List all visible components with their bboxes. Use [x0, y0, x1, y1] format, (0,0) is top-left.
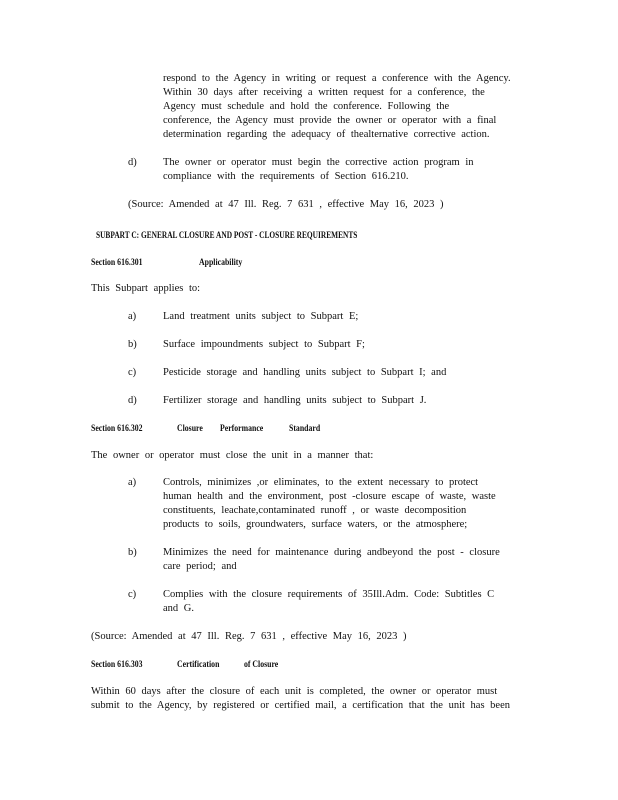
list-item: Land treatment units subject to Subpart E;: [163, 311, 359, 322]
text-line: Complies with the closure requirements of 35Ill.Adm. Code: Subtitles C: [163, 589, 495, 600]
text-line: and G.: [163, 603, 194, 614]
list-item: [163, 588, 543, 616]
text-line: care period; and: [163, 561, 237, 572]
list-label-d: d): [128, 157, 137, 168]
text-line: constituents, leachate,contaminated runoff , or waste decomposition: [163, 505, 467, 516]
text-line: Within 60 days after the closure of each unit is completed, the owner or operator must: [91, 686, 498, 697]
list-label: a): [128, 311, 137, 322]
text-line: human health and the environment, post -closure escape of waste, waste: [163, 491, 496, 502]
paragraph-d: [163, 156, 543, 184]
section-title: Closure: [177, 424, 203, 434]
text-line: Minimizes the need for maintenance during andbeyond the post - closure: [163, 547, 500, 558]
section-title: of Closure: [244, 660, 279, 670]
text-line: products to soils, groundwaters, surface waters, or the atmosphere;: [163, 519, 468, 530]
section-intro: The owner or operator must close the unit in a manner that:: [91, 450, 374, 461]
text-line: submit to the Agency, by registered or certified mail, a certification that the unit has been: [91, 700, 510, 711]
text-line: The owner or operator must begin the corrective action program in: [163, 157, 474, 168]
list-label: d): [128, 395, 137, 406]
source-note: (Source: Amended at 47 Ill. Reg. 7 631 , effective May 16, 2023 ): [128, 199, 444, 210]
text-line: compliance with the requirements of Section 616.210.: [163, 171, 409, 182]
list-item: Pesticide storage and handling units subject to Subpart I; and: [163, 367, 447, 378]
list-item: Surface impoundments subject to Subpart F;: [163, 339, 365, 350]
list-label: b): [128, 339, 137, 350]
list-item: Fertilizer storage and handling units subject to Subpart J.: [163, 395, 427, 406]
list-label: c): [128, 589, 137, 600]
list-label: b): [128, 547, 137, 558]
section-title: Performance: [220, 424, 264, 434]
section-title: Applicability: [199, 258, 243, 268]
text-line: Controls, minimizes ,or eliminates, to the extent necessary to protect: [163, 477, 479, 488]
paragraph-c-continuation: [163, 72, 543, 142]
section-title: Certification: [177, 660, 220, 670]
list-label: c): [128, 367, 137, 378]
list-item: [163, 476, 543, 532]
text-line: Agency must schedule and hold the conference. Following the: [163, 101, 450, 112]
source-note: (Source: Amended at 47 Ill. Reg. 7 631 , effective May 16, 2023 ): [91, 631, 407, 642]
section-number: Section 616.302: [91, 424, 143, 434]
list-item: [163, 546, 543, 574]
section-intro: This Subpart applies to:: [91, 283, 201, 294]
section-paragraph: [91, 685, 511, 713]
text-line: determination regarding the adequacy of thealternative corrective action.: [163, 129, 490, 140]
text-line: conference, the Agency must provide the owner or operator with a final: [163, 115, 497, 126]
subpart-heading: SUBPART C: GENERAL CLOSURE AND POST - CLOSURE REQUIREMENTS: [96, 230, 358, 240]
text-line: respond to the Agency in writing or request a conference with the Agency.: [163, 73, 511, 84]
section-number: Section 616.303: [91, 660, 143, 670]
text-line: Within 30 days after receiving a written request for a conference, the: [163, 87, 485, 98]
list-label: a): [128, 477, 137, 488]
section-title: Standard: [289, 424, 321, 434]
section-number: Section 616.301: [91, 258, 143, 268]
